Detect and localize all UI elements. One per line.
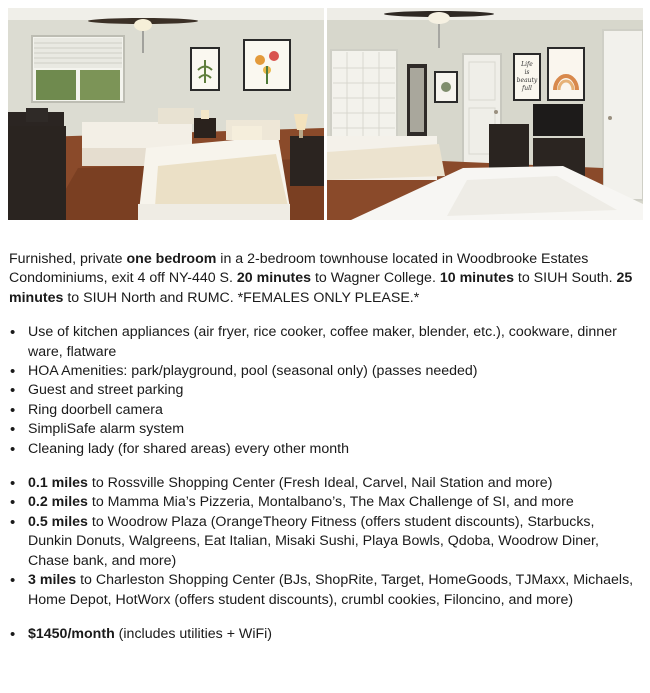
intro-bold-siuh-south-time: 10 minutes <box>439 270 514 287</box>
intro-text-1: Furnished, private <box>9 251 127 267</box>
art-text-line-4: full <box>522 85 532 92</box>
bedroom-photo-right <box>327 8 643 220</box>
amenity-item: • Cleaning lady (for shared areas) every other month <box>9 440 641 459</box>
nearby-distance: 3 miles <box>28 572 77 589</box>
intro-text-3: to Wagner College. <box>311 270 440 287</box>
amenity-item: • HOA Amenities: park/playground, pool (seasonal only) (passes needed) <box>9 362 641 381</box>
intro-bold-bedroom: one bedroom <box>126 251 217 267</box>
nearby-item <box>9 571 641 610</box>
amenities-list <box>9 323 641 459</box>
amenity-item: • Ring doorbell camera <box>9 401 641 420</box>
nearby-text: to Woodrow Plaza (OrangeTheory Fitness (offers student discounts), Starbucks, Dunkin Donuts, Walgreens, Eat Italian, Misaki Sushi, Playa Bowls, Qdoba, Woodrow Diner, Chase bank, and more) <box>28 513 599 569</box>
nearby-text: to Charleston Shopping Center (BJs, ShopRite, Target, HomeGoods, TJMaxx, Michaels, Home Depot, HotWorx (offers student discounts), crumbl cookies, Filoncino, and more) <box>28 572 634 608</box>
listing-photos <box>8 8 643 220</box>
intro-text-2: in a 2-bedroom townhouse located in Woodbrooke Estates Condominiums, exit 4 off NY-440 S. <box>9 251 589 287</box>
nearby-distance: 0.2 miles <box>28 494 88 511</box>
nearby-distance: 0.1 miles <box>28 475 88 492</box>
art-text-line-1: Life <box>521 61 533 68</box>
nearby-item <box>9 513 641 571</box>
nearby-distance: 0.5 miles <box>28 513 88 530</box>
nearby-item <box>9 493 641 512</box>
price-item <box>9 625 641 644</box>
listing-description <box>9 250 641 644</box>
amenity-item: • SimpliSafe alarm system <box>9 420 641 439</box>
intro-text-4: to SIUH South. <box>513 270 617 287</box>
price-note: (includes utilities + WiFi) <box>114 625 273 642</box>
bedroom-photo-left-image <box>8 8 324 220</box>
price-amount: $1450/month <box>28 625 115 642</box>
bedroom-photo-left <box>8 8 324 220</box>
price-list <box>9 625 641 644</box>
nearby-list <box>9 474 641 610</box>
nearby-item <box>9 474 641 493</box>
intro-text-5: to SIUH North and RUMC. *FEMALES ONLY PLEASE.* <box>63 289 420 306</box>
intro-bold-wagner-time: 20 minutes <box>236 270 312 287</box>
bedroom-photo-right-image <box>327 8 643 220</box>
art-text-line-2: is <box>524 69 530 76</box>
art-text-line-3: beauty <box>516 77 538 84</box>
amenity-item: • Use of kitchen appliances (air fryer, rice cooker, coffee maker, blender, etc.), cookware, dinner ware, flatware <box>9 323 641 362</box>
intro-bold-siuh-north-time: 25 minutes <box>9 270 633 306</box>
amenity-item: • Guest and street parking <box>9 381 641 400</box>
nearby-text: to Rossville Shopping Center (Fresh Ideal, Carvel, Nail Station and more) <box>87 475 553 492</box>
intro-paragraph <box>9 250 641 308</box>
nearby-text: to Mamma Mia’s Pizzeria, Montalbano’s, The Max Challenge of SI, and more <box>87 494 574 511</box>
